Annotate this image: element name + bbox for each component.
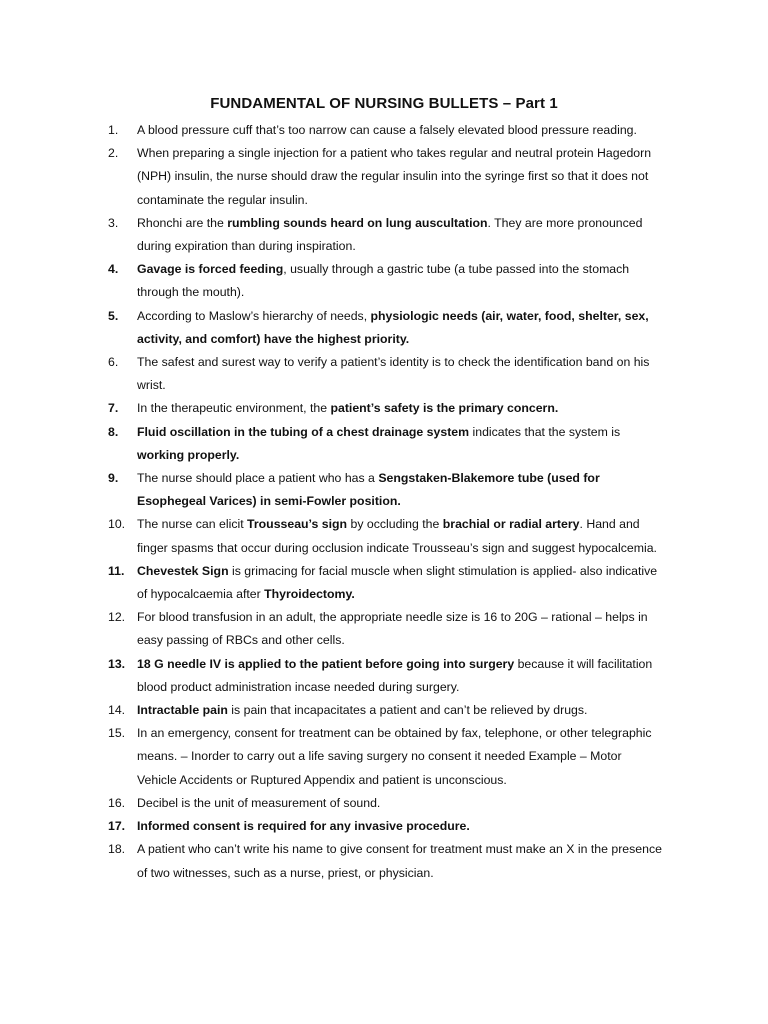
list-item-number: 16. [108, 795, 126, 810]
text-segment: indicates that the system is [469, 424, 621, 439]
list-item [108, 838, 663, 884]
list-item [108, 722, 663, 792]
list-item-number: 13. [108, 656, 126, 671]
list-item-text [137, 262, 629, 299]
text-segment: The nurse should place a patient who has a [137, 471, 379, 486]
list-item [108, 421, 663, 467]
list-item-text [137, 425, 620, 462]
list-item [108, 653, 663, 699]
list-item-number: 18. [108, 842, 126, 857]
text-segment: . Hand and finger spasms that occur during occlusion indicate Trousseau’s sign and suggest hypocalcemia. [137, 517, 657, 555]
list-item-text [137, 471, 600, 508]
bold-text-segment: Fluid oscillation in the tubing of a chest drainage system [137, 424, 470, 439]
bold-text-segment: patient’s safety is the primary concern. [330, 401, 559, 416]
bold-text-segment: brachial or radial artery [442, 517, 580, 532]
list-item [108, 397, 663, 420]
list-item-text [137, 564, 657, 601]
list-item-text [137, 123, 637, 137]
text-segment: In the therapeutic environment, the [137, 401, 331, 416]
list-item [108, 212, 663, 258]
text-segment: is pain that incapacitates a patient and can’t be relieved by drugs. [227, 703, 588, 718]
list-item-text [137, 819, 470, 833]
list-item-number: 11. [108, 563, 125, 578]
list-item-number: 14. [108, 703, 126, 718]
list-item [108, 606, 663, 652]
list-item-text [137, 401, 558, 415]
text-segment: . They are more pronounced during expiration than during inspiration. [137, 215, 643, 254]
bold-text-segment: Informed consent is required for any [137, 819, 355, 834]
text-segment: A patient who can’t write his name to give consent for treatment must make an X in the presence of two witnesses, such as a nurse, priest, or physician. [137, 842, 662, 880]
list-item [108, 560, 663, 606]
list-item-text [137, 355, 649, 392]
text-segment: is grimacing for facial muscle when slight stimulation is applied- also indicative of hypocalcaemia after [137, 563, 658, 602]
list-item-number: 7. [108, 401, 119, 416]
list-item-text [137, 610, 648, 647]
list-item-text [137, 796, 380, 810]
list-item [108, 792, 663, 815]
document-title: FUNDAMENTAL OF NURSING BULLETS – Part 1 [210, 95, 558, 112]
text-segment: The safest and surest way to verify a patient’s identity is to check the identification band on his wrist. [137, 355, 650, 393]
text-segment: because it will facilitation blood product administration incase needed during surgery. [137, 656, 653, 694]
bold-text-segment: invasive procedure. [354, 819, 470, 834]
list-item [108, 815, 663, 838]
list-item [108, 699, 663, 722]
text-segment: Rhonchi are the [137, 215, 228, 230]
bold-text-segment: Gavage is forced feeding [137, 262, 284, 277]
bold-text-segment: Intractable pain [137, 703, 228, 718]
text-segment: by occluding the [347, 517, 443, 532]
list-item [108, 305, 663, 351]
list-item-number: 10. [108, 517, 126, 532]
bold-text-segment: Chevestek Sign [137, 563, 229, 578]
text-segment: When preparing a single injection for a patient who takes regular and neutral protein Hagedorn (NPH) insulin, the nurse should draw the regular insulin into the syringe first so that it does not contaminate the regular insulin. [137, 146, 652, 207]
bold-text-segment: working properly. [137, 447, 240, 462]
list-item [108, 142, 663, 212]
bold-text-segment: physiologic needs (air, water, food, shelter, sex, activity, and comfort) have the highest priority. [137, 308, 649, 346]
list-item-number: 2. [108, 146, 119, 161]
list-item [108, 467, 663, 513]
nursing-bullets-list [108, 119, 663, 885]
list-item-number: 15. [108, 726, 126, 741]
list-item-number: 8. [108, 424, 119, 439]
bold-text-segment: 18 G needle IV is applied to the patient before going into surgery [137, 656, 515, 671]
list-item-text [137, 517, 657, 554]
list-item-number: 9. [108, 471, 119, 486]
list-item-number: 5. [108, 308, 119, 323]
text-segment: , usually through a gastric tube (a tube passed into the stomach through the mouth). [137, 262, 630, 300]
text-segment: The nurse can elicit [137, 517, 248, 532]
list-item-number: 6. [108, 355, 119, 370]
text-segment: In an emergency, consent for treatment can be obtained by fax, telephone, or other telegraphic means. – Inorder to carry out a life saving surgery no consent it needed Example – Motor Vehicle Accidents or Ruptured Appendix and patient is unconscious. [137, 726, 652, 787]
list-item-number: 17. [108, 819, 126, 834]
bold-text-segment: rumbling sounds heard on lung auscultation [227, 215, 488, 230]
list-item-number: 3. [108, 215, 119, 230]
list-item [108, 513, 663, 559]
list-item-number: 12. [108, 610, 126, 625]
text-segment: A blood pressure cuff that’s too narrow can cause a falsely elevated blood pressure reading. [137, 123, 637, 137]
list-item-text [137, 703, 587, 717]
list-item-number: 1. [108, 123, 119, 137]
list-item-text [137, 657, 652, 694]
list-item [108, 119, 663, 142]
list-item-text [137, 842, 662, 879]
text-segment: Decibel is the unit of measurement of sound. [137, 795, 381, 810]
bold-text-segment: Thyroidectomy. [264, 587, 355, 602]
list-item-text [137, 309, 649, 346]
text-segment: According to Maslow’s hierarchy of needs, [137, 308, 371, 323]
list-item [108, 351, 663, 397]
list-item [108, 258, 663, 304]
list-item-number: 4. [108, 262, 119, 277]
bold-text-segment: Trousseau’s sign [247, 517, 348, 532]
list-item-text [137, 146, 651, 206]
list-item-text [137, 216, 642, 253]
list-item-text [137, 726, 652, 786]
text-segment: For blood transfusion in an adult, the appropriate needle size is 16 to 20G – rational – helps in easy passing of RBCs and other cells. [137, 610, 648, 648]
bold-text-segment: Sengstaken-Blakemore tube (used for Esophegeal Varices) in semi-Fowler position. [137, 471, 600, 509]
